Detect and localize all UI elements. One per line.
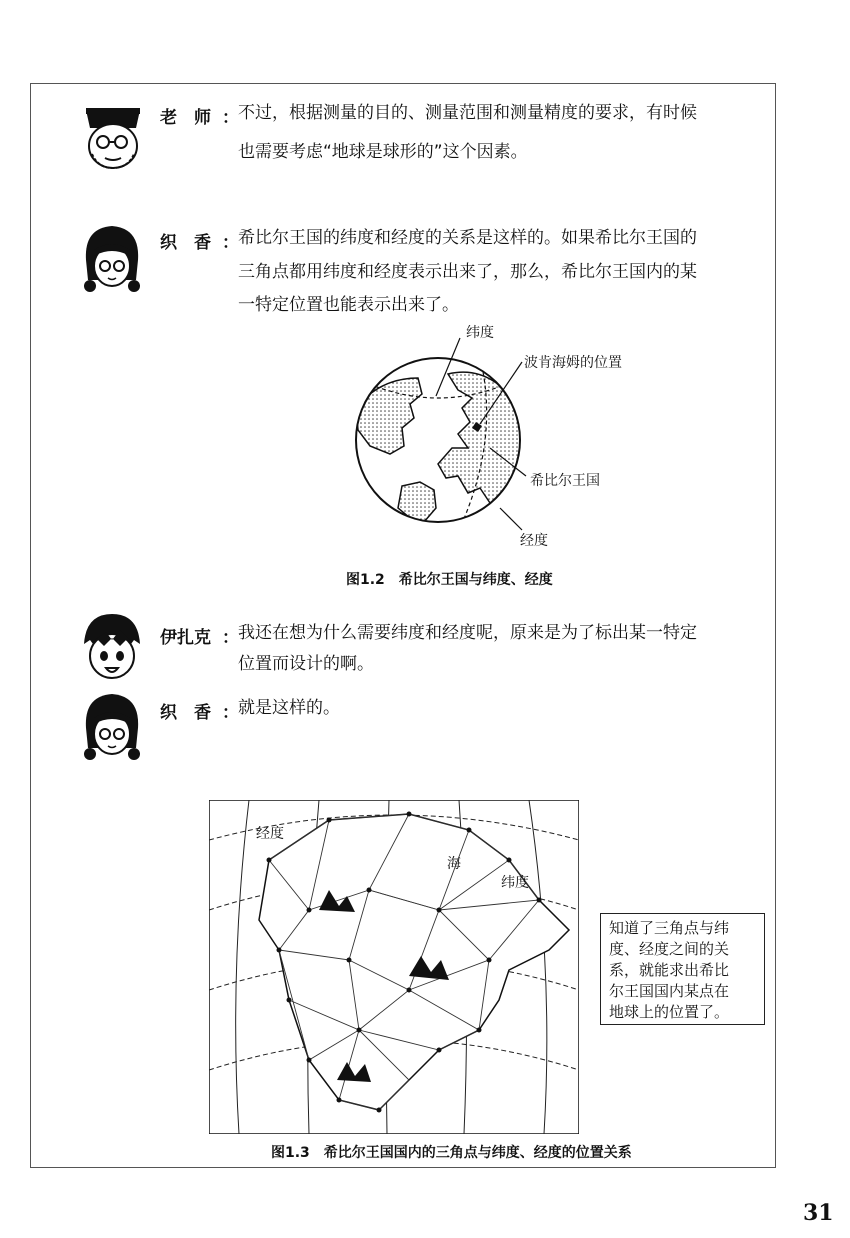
dialogue-line: 希比尔王国的纬度和经度的关系是这样的。如果希比尔王国的 bbox=[238, 228, 697, 248]
speaker-isaac: 伊扎克 bbox=[160, 628, 211, 648]
note-line: 度、经度之间的关 bbox=[609, 940, 730, 958]
teacher-avatar bbox=[78, 96, 148, 176]
map-label-latitude: 纬度 bbox=[501, 875, 529, 891]
speaker-kaori: 织 香 bbox=[160, 233, 211, 253]
dialogue-line: 也需要考虑“地球是球形的”这个因素。 bbox=[238, 142, 528, 162]
note-line: 系，就能求出希比 bbox=[609, 961, 730, 979]
label-longitude: 经度 bbox=[520, 533, 548, 549]
isaac-avatar bbox=[76, 610, 148, 685]
figure-1-3-caption: 图1.3 希比尔王国国内的三角点与纬度、经度的位置关系 bbox=[271, 1145, 632, 1161]
note-line: 地球上的位置了。 bbox=[609, 1003, 730, 1021]
speaker-colon: ： bbox=[222, 703, 239, 723]
figure-1-2-caption: 图1.2 希比尔王国与纬度、经度 bbox=[346, 572, 553, 588]
kaori-avatar bbox=[76, 688, 148, 768]
speaker-colon: ： bbox=[222, 233, 239, 253]
kaori-avatar bbox=[76, 220, 148, 300]
dialogue-line: 三角点都用纬度和经度表示出来了，那么，希比尔王国内的某 bbox=[238, 262, 697, 282]
label-kingdom: 希比尔王国 bbox=[530, 473, 600, 489]
label-position: 波肯海姆的位置 bbox=[524, 355, 622, 371]
speaker-colon: ： bbox=[222, 628, 239, 648]
speaker-teacher: 老 师 bbox=[160, 108, 211, 128]
figure-1-3-note bbox=[600, 913, 765, 1025]
note-line: 尔王国国内某点在 bbox=[609, 982, 730, 1000]
map-label-sea: 海 bbox=[447, 856, 461, 872]
dialogue-line: 位置而设计的啊。 bbox=[238, 654, 374, 674]
speaker-colon: ： bbox=[222, 108, 239, 128]
map-label-longitude: 经度 bbox=[256, 826, 284, 842]
figure-1-3-map bbox=[209, 800, 579, 1134]
dialogue-line: 不过，根据测量的目的、测量范围和测量精度的要求，有时候 bbox=[238, 103, 697, 123]
note-line: 知道了三角点与纬 bbox=[609, 919, 730, 937]
dialogue-line: 一特定位置也能表示出来了。 bbox=[238, 295, 459, 315]
speaker-kaori: 织 香 bbox=[160, 703, 211, 723]
dialogue-line: 我还在想为什么需要纬度和经度呢，原来是为了标出某一特定 bbox=[238, 623, 697, 643]
label-latitude: 纬度 bbox=[466, 325, 494, 341]
page-number: 31 bbox=[803, 1200, 834, 1226]
dialogue-line: 就是这样的。 bbox=[238, 698, 340, 718]
